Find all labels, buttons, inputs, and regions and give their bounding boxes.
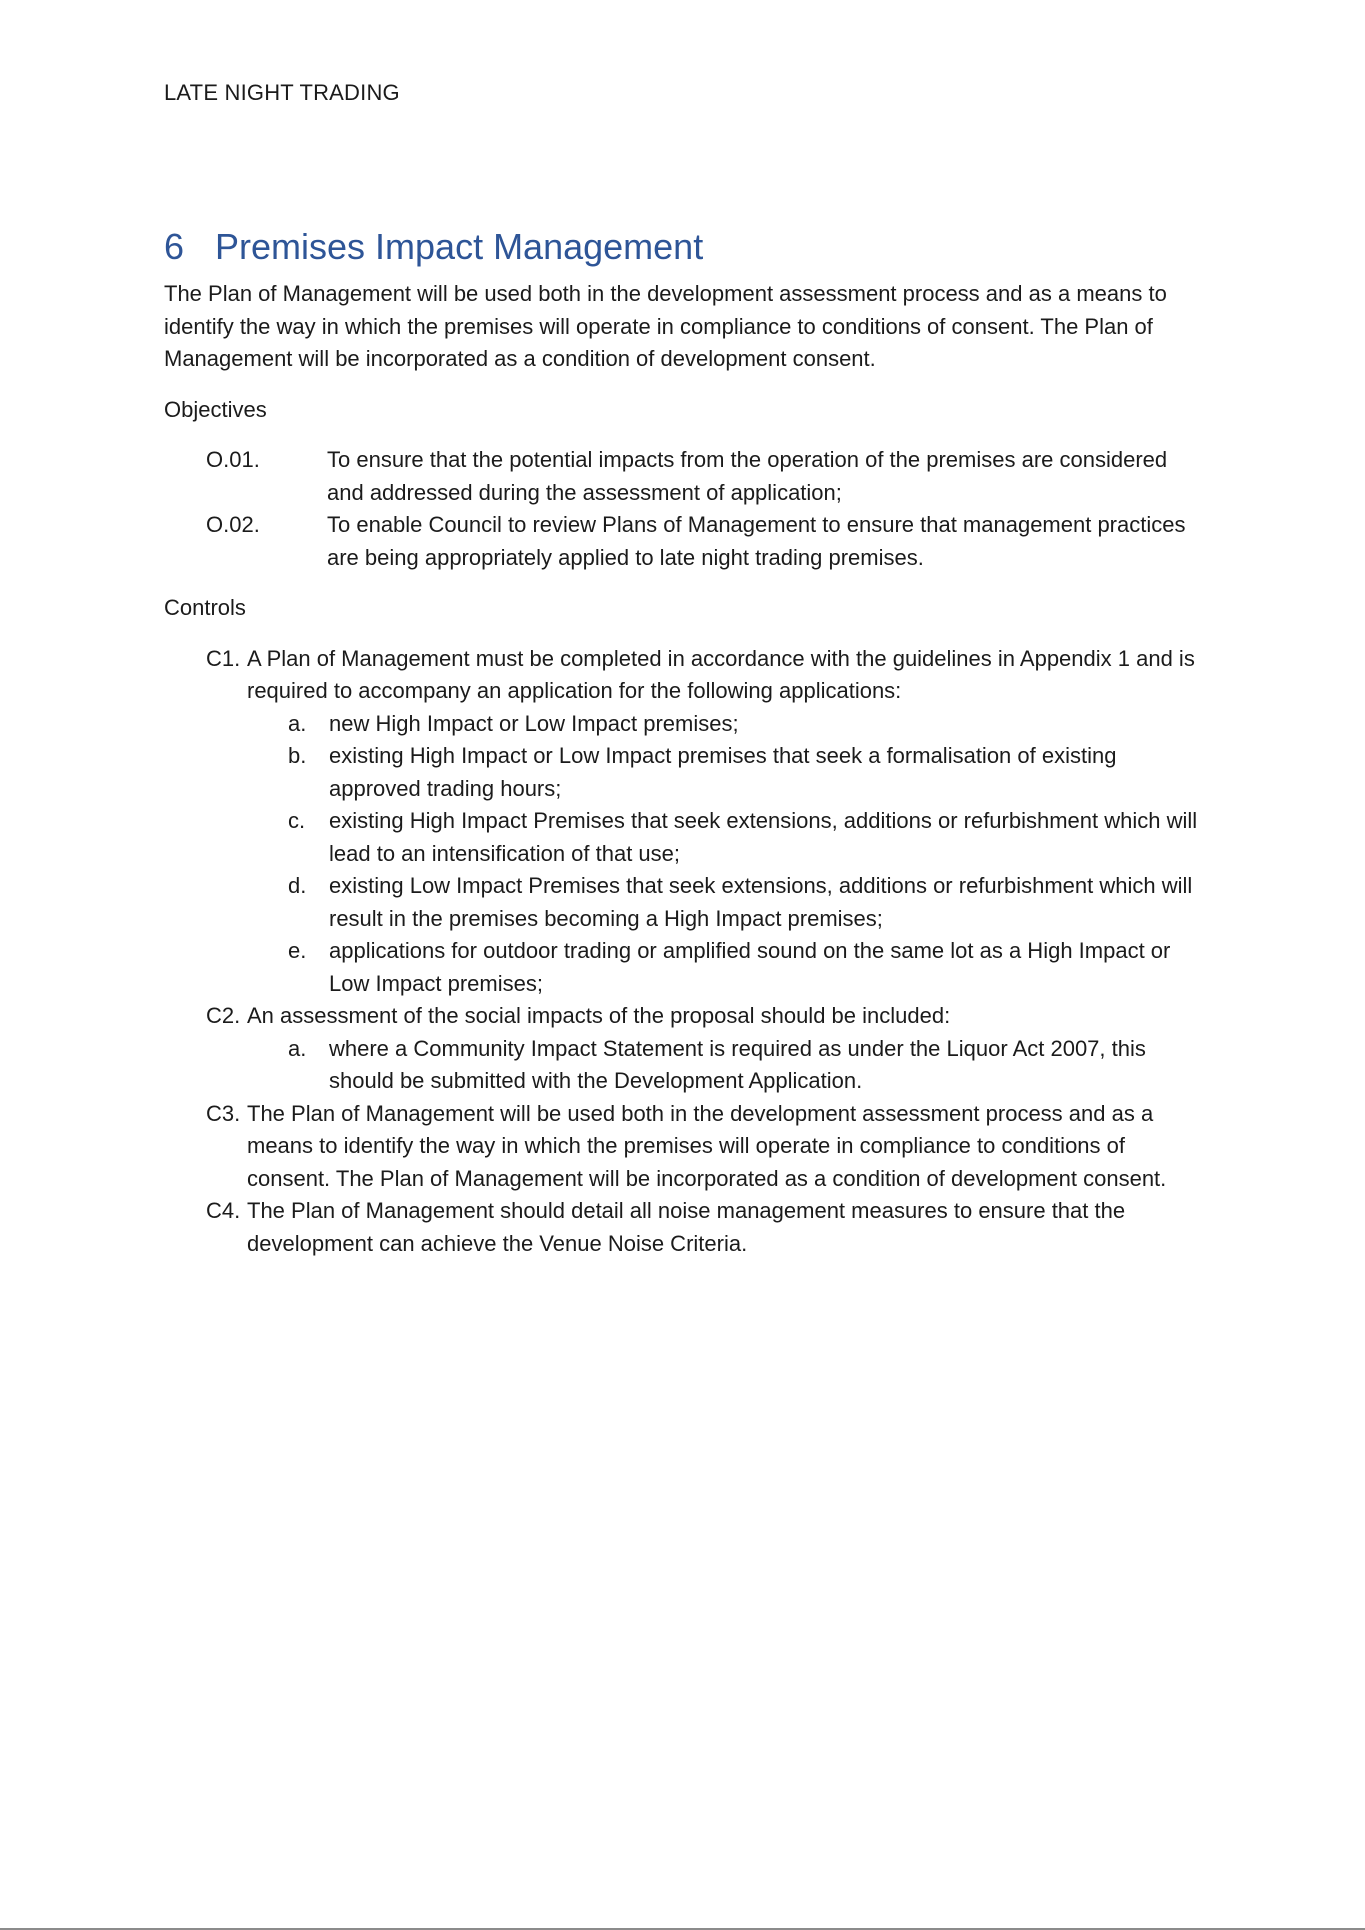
sub-item-letter: d. — [288, 873, 307, 898]
control-item — [164, 1195, 1204, 1260]
control-sub-list — [247, 1033, 1204, 1098]
control-sub-item — [247, 935, 1204, 1000]
objective-code: O.01. — [206, 447, 260, 472]
sub-item-letter: a. — [288, 710, 307, 736]
sub-item-text: existing High Impact Premises that seek extensions, additions or refurbishment which will lead to an intensification of that use; — [329, 808, 1198, 866]
control-text: The Plan of Management will be used both in the development assessment process and as a means to identify the way in which the premises will operate in compliance to conditions of consent. The Plan of Management will be incorporated as a condition of development consent. — [247, 1100, 1167, 1191]
sub-item-letter: c. — [288, 808, 306, 833]
objectives-list — [164, 444, 1204, 574]
sub-item-text: where a Community Impact Statement is required as under the Liquor Act 2007, this should be submitted with the Development Application. — [329, 1035, 1146, 1093]
control-sub-item — [247, 870, 1204, 935]
control-sub-item — [247, 805, 1204, 870]
sub-item-text: new High Impact or Low Impact premises; — [329, 710, 739, 736]
control-text: An assessment of the social impacts of the proposal should be included: — [247, 1003, 951, 1028]
section-content — [164, 222, 1204, 1260]
control-code: C4. — [206, 1198, 241, 1223]
objective-text: To ensure that the potential impacts from the operation of the premises are considered and addressed during the assessment of application; — [327, 447, 1168, 505]
objectives-heading: Objectives — [164, 396, 267, 422]
controls-heading: Controls — [164, 595, 246, 620]
running-header: LATE NIGHT TRADING — [164, 80, 400, 105]
sub-item-text: existing Low Impact Premises that seek extensions, additions or refurbishment which will result in the premises becoming a High Impact premises; — [329, 873, 1193, 931]
sub-item-text: applications for outdoor trading or amplified sound on the same lot as a High Impact or Low Impact premises; — [329, 938, 1171, 996]
control-code: C3. — [206, 1100, 241, 1126]
control-item — [164, 1098, 1204, 1196]
control-item — [164, 1000, 1204, 1098]
section-heading — [164, 222, 1204, 272]
control-text: The Plan of Management should detail all noise management measures to ensure that the development can achieve the Venue Noise Criteria. — [247, 1198, 1126, 1256]
sub-item-text: existing High Impact or Low Impact premises that seek a formalisation of existing approved trading hours; — [329, 743, 1117, 801]
control-sub-list — [247, 708, 1204, 1001]
control-sub-item — [247, 708, 1204, 741]
objective-text: To enable Council to review Plans of Management to ensure that management practices are being appropriately applied to late night trading premises. — [327, 512, 1186, 570]
section-intro: The Plan of Management will be used both in the development assessment process and as a means to identify the way in which the premises will operate in compliance to conditions of consent. The Plan of Management will be incorporated as a condition of development consent. — [164, 281, 1167, 371]
section-title: Premises Impact Management — [215, 226, 704, 267]
control-item — [164, 643, 1204, 1001]
objective-item — [164, 509, 1204, 574]
control-text: A Plan of Management must be completed in accordance with the guidelines in Appendix 1 and is required to accompany an application for the following applications: — [247, 645, 1195, 703]
control-code: C2. — [206, 1003, 241, 1028]
control-code: C1. — [206, 645, 241, 671]
section-number: 6 — [164, 226, 185, 267]
objective-item — [164, 444, 1204, 509]
sub-item-letter: e. — [288, 938, 307, 963]
sub-item-letter: a. — [288, 1035, 307, 1061]
objective-code: O.02. — [206, 512, 260, 537]
controls-list — [164, 643, 1204, 1261]
sub-item-letter: b. — [288, 743, 307, 768]
control-sub-item — [247, 740, 1204, 805]
control-sub-item — [247, 1033, 1204, 1098]
